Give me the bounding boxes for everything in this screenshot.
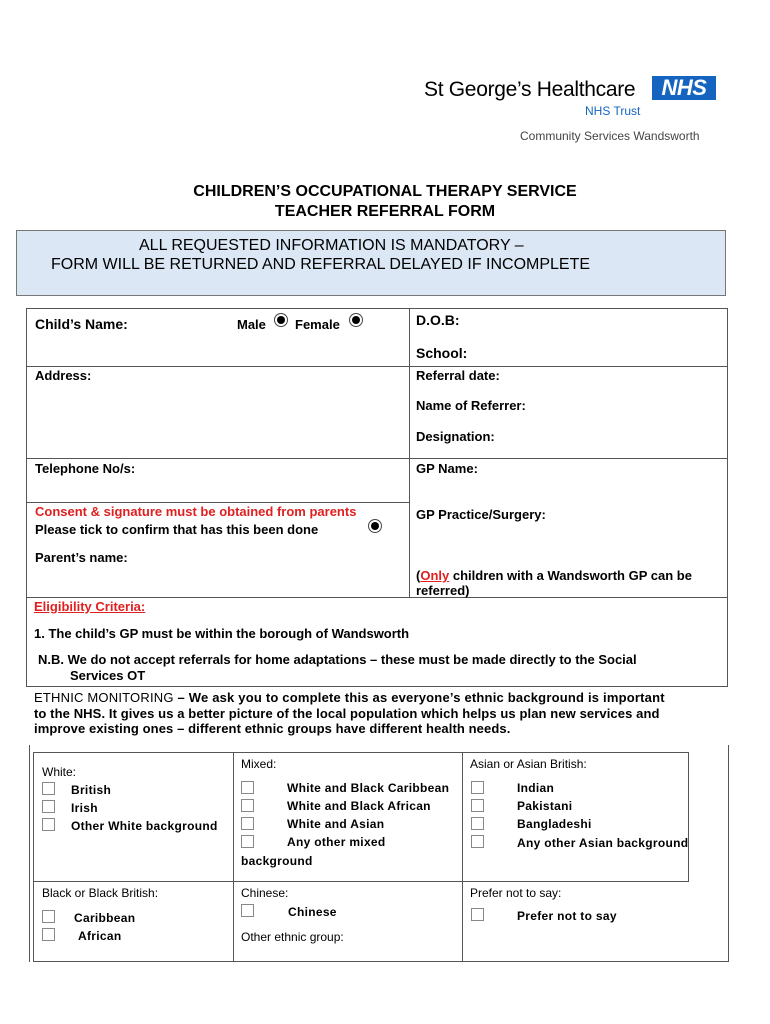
white-other-label: Other White background <box>71 819 218 833</box>
prefer-not-to-say-checkbox[interactable] <box>471 908 484 921</box>
male-radio[interactable] <box>277 316 285 324</box>
chinese-checkbox[interactable] <box>241 904 254 917</box>
chinese-heading: Chinese: <box>241 886 289 900</box>
brand-name: St George’s Healthcare <box>424 78 636 101</box>
black-caribbean-checkbox[interactable] <box>42 910 55 923</box>
white-british-checkbox[interactable] <box>42 782 55 795</box>
only-emphasis: Only <box>420 568 450 583</box>
white-heading: White: <box>42 765 77 779</box>
mixed-other-label-wrap: background <box>241 854 313 868</box>
white-british-label: British <box>71 783 112 797</box>
white-other-checkbox[interactable] <box>42 818 55 831</box>
mixed-other-label: Any other mixed <box>287 835 386 849</box>
notice-line-2: FORM WILL BE RETURNED AND REFERRAL DELAYED IF INCOMPLETE <box>51 256 591 273</box>
ethnic-intro-line-3: improve existing ones – different ethnic groups have different health needs. <box>34 721 511 736</box>
asian-indian-label: Indian <box>517 781 555 795</box>
notice-line-1: ALL REQUESTED INFORMATION IS MANDATORY – <box>139 237 524 254</box>
other-ethnic-group-label: Other ethnic group: <box>241 930 344 944</box>
asian-bangladeshi-checkbox[interactable] <box>471 817 484 830</box>
asian-pakistani-checkbox[interactable] <box>471 799 484 812</box>
school-label: School: <box>416 345 468 361</box>
address-label: Address: <box>35 368 92 383</box>
trust-name: NHS Trust <box>585 104 641 118</box>
ethnic-intro-text: – We ask you to complete this as everyone’s ethnic background is important <box>173 690 665 705</box>
female-label: Female <box>295 317 340 332</box>
asian-pakistani-label: Pakistani <box>517 799 573 813</box>
tick-confirm-label: Please tick to confirm that has this been done <box>35 522 319 537</box>
consent-tick[interactable] <box>371 522 379 530</box>
paren-open: ( <box>416 568 421 583</box>
asian-bangladeshi-label: Bangladeshi <box>517 817 592 831</box>
form-title: CHILDREN’S OCCUPATIONAL THERAPY SERVICE <box>193 183 577 200</box>
nb-note-line-2: Services OT <box>70 668 146 683</box>
telephone-label: Telephone No/s: <box>35 461 136 476</box>
eligibility-criterion-1: 1. The child’s GP must be within the borough of Wandsworth <box>34 626 410 641</box>
mixed-heading: Mixed: <box>241 757 277 771</box>
black-african-label: African <box>78 929 122 943</box>
mandatory-notice <box>16 230 726 296</box>
nhs-logo: NHS <box>652 76 716 100</box>
designation-label: Designation: <box>416 429 495 444</box>
male-label: Male <box>237 317 266 332</box>
wandsworth-gp-note <box>416 568 692 583</box>
community-services: Community Services Wandsworth <box>520 129 700 143</box>
mixed-african-label: White and Black African <box>287 799 431 813</box>
wandsworth-gp-note-2: referred) <box>416 583 470 598</box>
mixed-asian-label: White and Asian <box>287 817 385 831</box>
asian-other-checkbox[interactable] <box>471 835 484 848</box>
gp-name-label: GP Name: <box>416 461 478 476</box>
gp-practice-label: GP Practice/Surgery: <box>416 507 546 522</box>
asian-heading: Asian or Asian British: <box>470 757 587 771</box>
ethnic-intro-line-1 <box>34 690 665 705</box>
mixed-caribbean-label: White and Black Caribbean <box>287 781 450 795</box>
name-of-referrer-label: Name of Referrer: <box>416 398 526 413</box>
white-irish-checkbox[interactable] <box>42 800 55 813</box>
wandsworth-gp-note-text: children with a Wandsworth GP can be <box>449 568 692 583</box>
asian-other-label: Any other Asian background <box>517 836 689 850</box>
ethnic-heading: ETHNIC MONITORING <box>34 690 174 705</box>
ethnic-intro-line-2: to the NHS. It gives us a better picture of the local population which helps us plan new services and <box>34 706 660 721</box>
mixed-asian-checkbox[interactable] <box>241 817 254 830</box>
black-african-checkbox[interactable] <box>42 928 55 941</box>
prefer-heading: Prefer not to say: <box>470 886 562 900</box>
asian-indian-checkbox[interactable] <box>471 781 484 794</box>
black-heading: Black or Black British: <box>42 886 159 900</box>
chinese-label: Chinese <box>288 905 337 919</box>
mixed-other-checkbox[interactable] <box>241 835 254 848</box>
prefer-not-to-say-label: Prefer not to say <box>517 909 617 923</box>
dob-label: D.O.B: <box>416 312 460 328</box>
white-irish-label: Irish <box>71 801 98 815</box>
childs-name-label: Child’s Name: <box>35 316 128 332</box>
consent-notice: Consent & signature must be obtained from parents <box>35 504 357 519</box>
female-radio[interactable] <box>352 316 360 324</box>
mixed-african-checkbox[interactable] <box>241 799 254 812</box>
referral-date-label: Referral date: <box>416 368 500 383</box>
nb-note-line-1: N.B. We do not accept referrals for home adaptations – these must be made directly to the Social <box>38 652 637 667</box>
form-subtitle: TEACHER REFERRAL FORM <box>274 203 496 220</box>
eligibility-heading: Eligibility Criteria: <box>34 599 146 614</box>
black-caribbean-label: Caribbean <box>74 911 136 925</box>
parents-name-label: Parent’s name: <box>35 550 128 565</box>
mixed-caribbean-checkbox[interactable] <box>241 781 254 794</box>
